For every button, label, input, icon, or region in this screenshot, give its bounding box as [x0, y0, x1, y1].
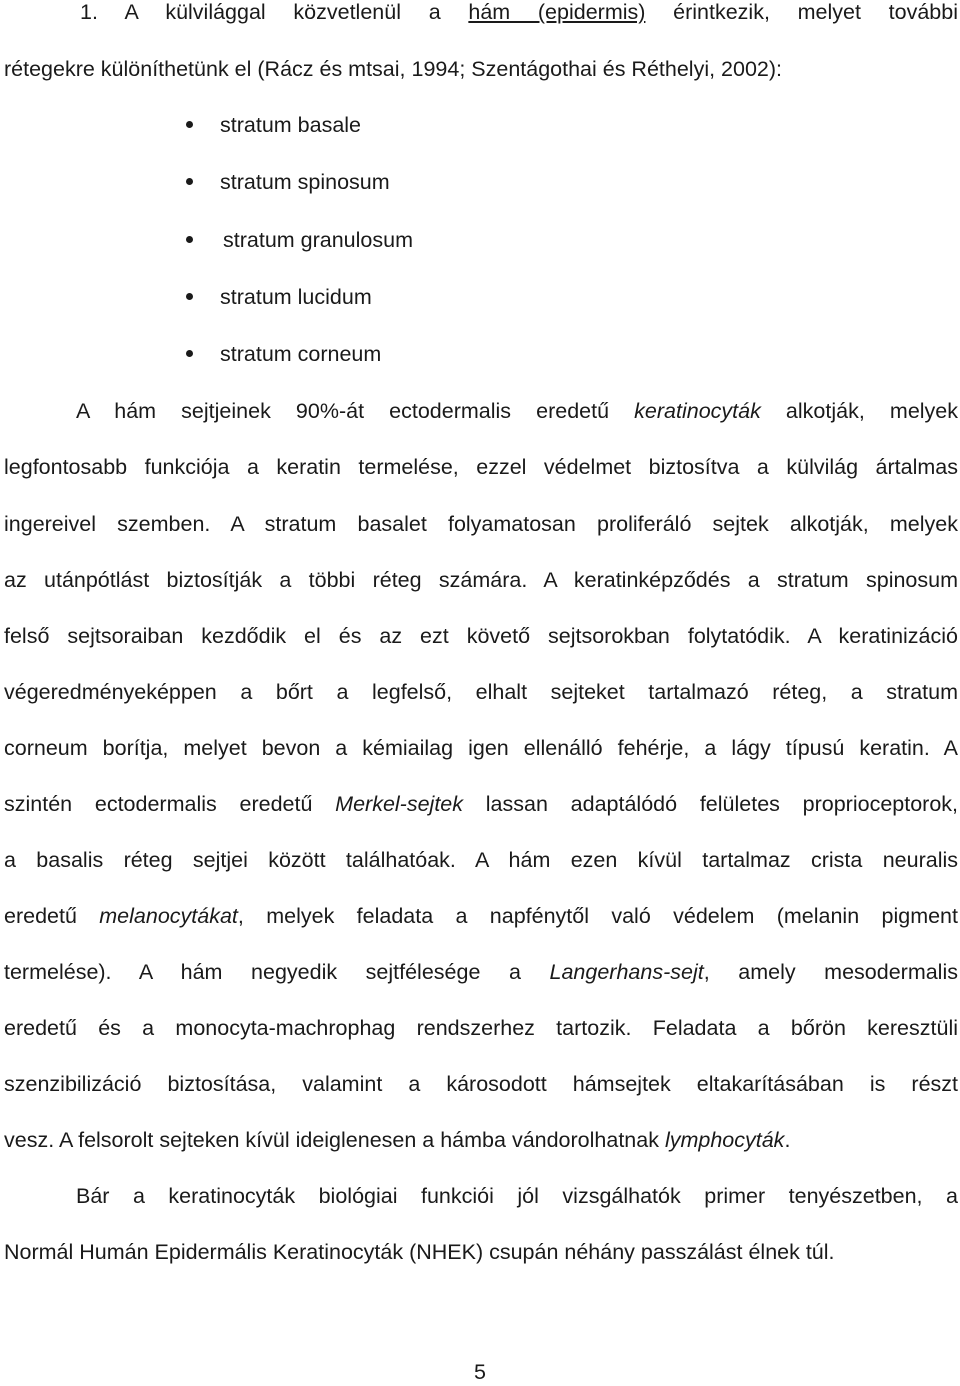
text: eredetű — [4, 904, 100, 928]
merkel-term: Merkel-sejtek — [335, 792, 464, 816]
bullet-icon — [186, 121, 193, 128]
bullet-icon — [186, 236, 193, 243]
layer-name: stratum spinosum — [220, 170, 390, 194]
bullet-icon — [186, 178, 193, 185]
lymphocyta-term: lymphocyták — [664, 1128, 785, 1152]
paragraph-line: a basalis réteg sejtjei között találhatóak. A hám ezen kívül tartalmaz crista neuralis — [4, 848, 958, 872]
text: szintén ectodermalis eredetű — [4, 792, 336, 816]
paragraph-line: szenzibilizáció biztosítása, valamint a károsodott hámsejtek eltakarításában is részt — [4, 1072, 958, 1096]
melanocyta-term: melanocytákat — [99, 904, 238, 928]
list-item — [186, 226, 413, 254]
paragraph-line — [4, 958, 958, 986]
intro-text: 1. A külvilággal közvetlenül a — [80, 0, 469, 24]
bullet-icon — [186, 350, 193, 357]
paragraph-line — [76, 397, 958, 425]
intro-line-1 — [80, 0, 958, 26]
paragraph-line — [4, 790, 958, 818]
text: alkotják, melyek — [760, 399, 959, 423]
intro-line-2: rétegekre különíthetünk el (Rácz és mtsai, 1994; Szentágothai és Réthelyi, 2002): — [4, 57, 783, 81]
paragraph-line: az utánpótlást biztosítják a többi réteg számára. A keratinképződés a stratum spinosum — [4, 568, 958, 592]
text: . — [784, 1128, 791, 1152]
paragraph-line — [4, 1126, 958, 1154]
hám-epidermis-term: hám (epidermis) — [468, 0, 646, 24]
paragraph-line: Normál Humán Epidermális Keratinocyták (NHEK) csupán néhány passzálást élnek túl. — [4, 1240, 835, 1264]
text: , amely mesodermalis — [703, 960, 958, 984]
layer-name: stratum granulosum — [223, 228, 413, 252]
text: , melyek feladata a napfénytől való védelem (melanin pigment — [237, 904, 958, 928]
list-item — [186, 168, 390, 196]
paragraph-line: eredetű és a monocyta-machrophag rendszerhez tartozik. Feladata a bőrön keresztüli — [4, 1016, 958, 1040]
text: A hám sejtjeinek 90%-át ectodermalis eredetű — [76, 399, 635, 423]
layer-name: stratum corneum — [220, 342, 382, 366]
paragraph-line — [4, 902, 958, 930]
layer-name: stratum lucidum — [220, 285, 372, 309]
text: termelése). A hám negyedik sejtfélesége a — [4, 960, 550, 984]
bullet-icon — [186, 293, 193, 300]
list-item — [186, 111, 361, 139]
langerhans-term: Langerhans-sejt — [549, 960, 704, 984]
list-item — [186, 283, 372, 311]
text: vesz. A felsorolt sejteken kívül ideiglenesen a hámba vándorolhatnak — [4, 1128, 665, 1152]
paragraph-line: végeredményeképpen a bőrt a legfelső, elhalt sejteket tartalmazó réteg, a stratum — [4, 680, 958, 704]
list-item — [186, 340, 381, 368]
keratinocyta-term: keratinocyták — [634, 399, 761, 423]
paragraph-line: ingereivel szemben. A stratum basalet folyamatosan proliferáló sejtek alkotják, melyek — [4, 512, 958, 536]
intro-text-cont: érintkezik, melyet további — [645, 0, 958, 24]
paragraph-line: corneum borítja, melyet bevon a kémiailag igen ellenálló fehérje, a lágy típusú keratin. A — [4, 736, 958, 760]
text: lassan adaptálódó felületes proprioceptorok, — [463, 792, 959, 816]
layer-name: stratum basale — [220, 113, 362, 137]
paragraph-line: Bár a keratinocyták biológiai funkciói jól vizsgálhatók primer tenyészetben, a — [76, 1184, 958, 1208]
paragraph-line: legfontosabb funkciója a keratin termelése, ezzel védelmet biztosítva a külvilág ártalmas — [4, 455, 958, 479]
paragraph-line: felső sejtsoraiban kezdődik el és az ezt követő sejtsorokban folytatódik. A keratinizáció — [4, 624, 958, 648]
page-number: 5 — [474, 1360, 486, 1384]
